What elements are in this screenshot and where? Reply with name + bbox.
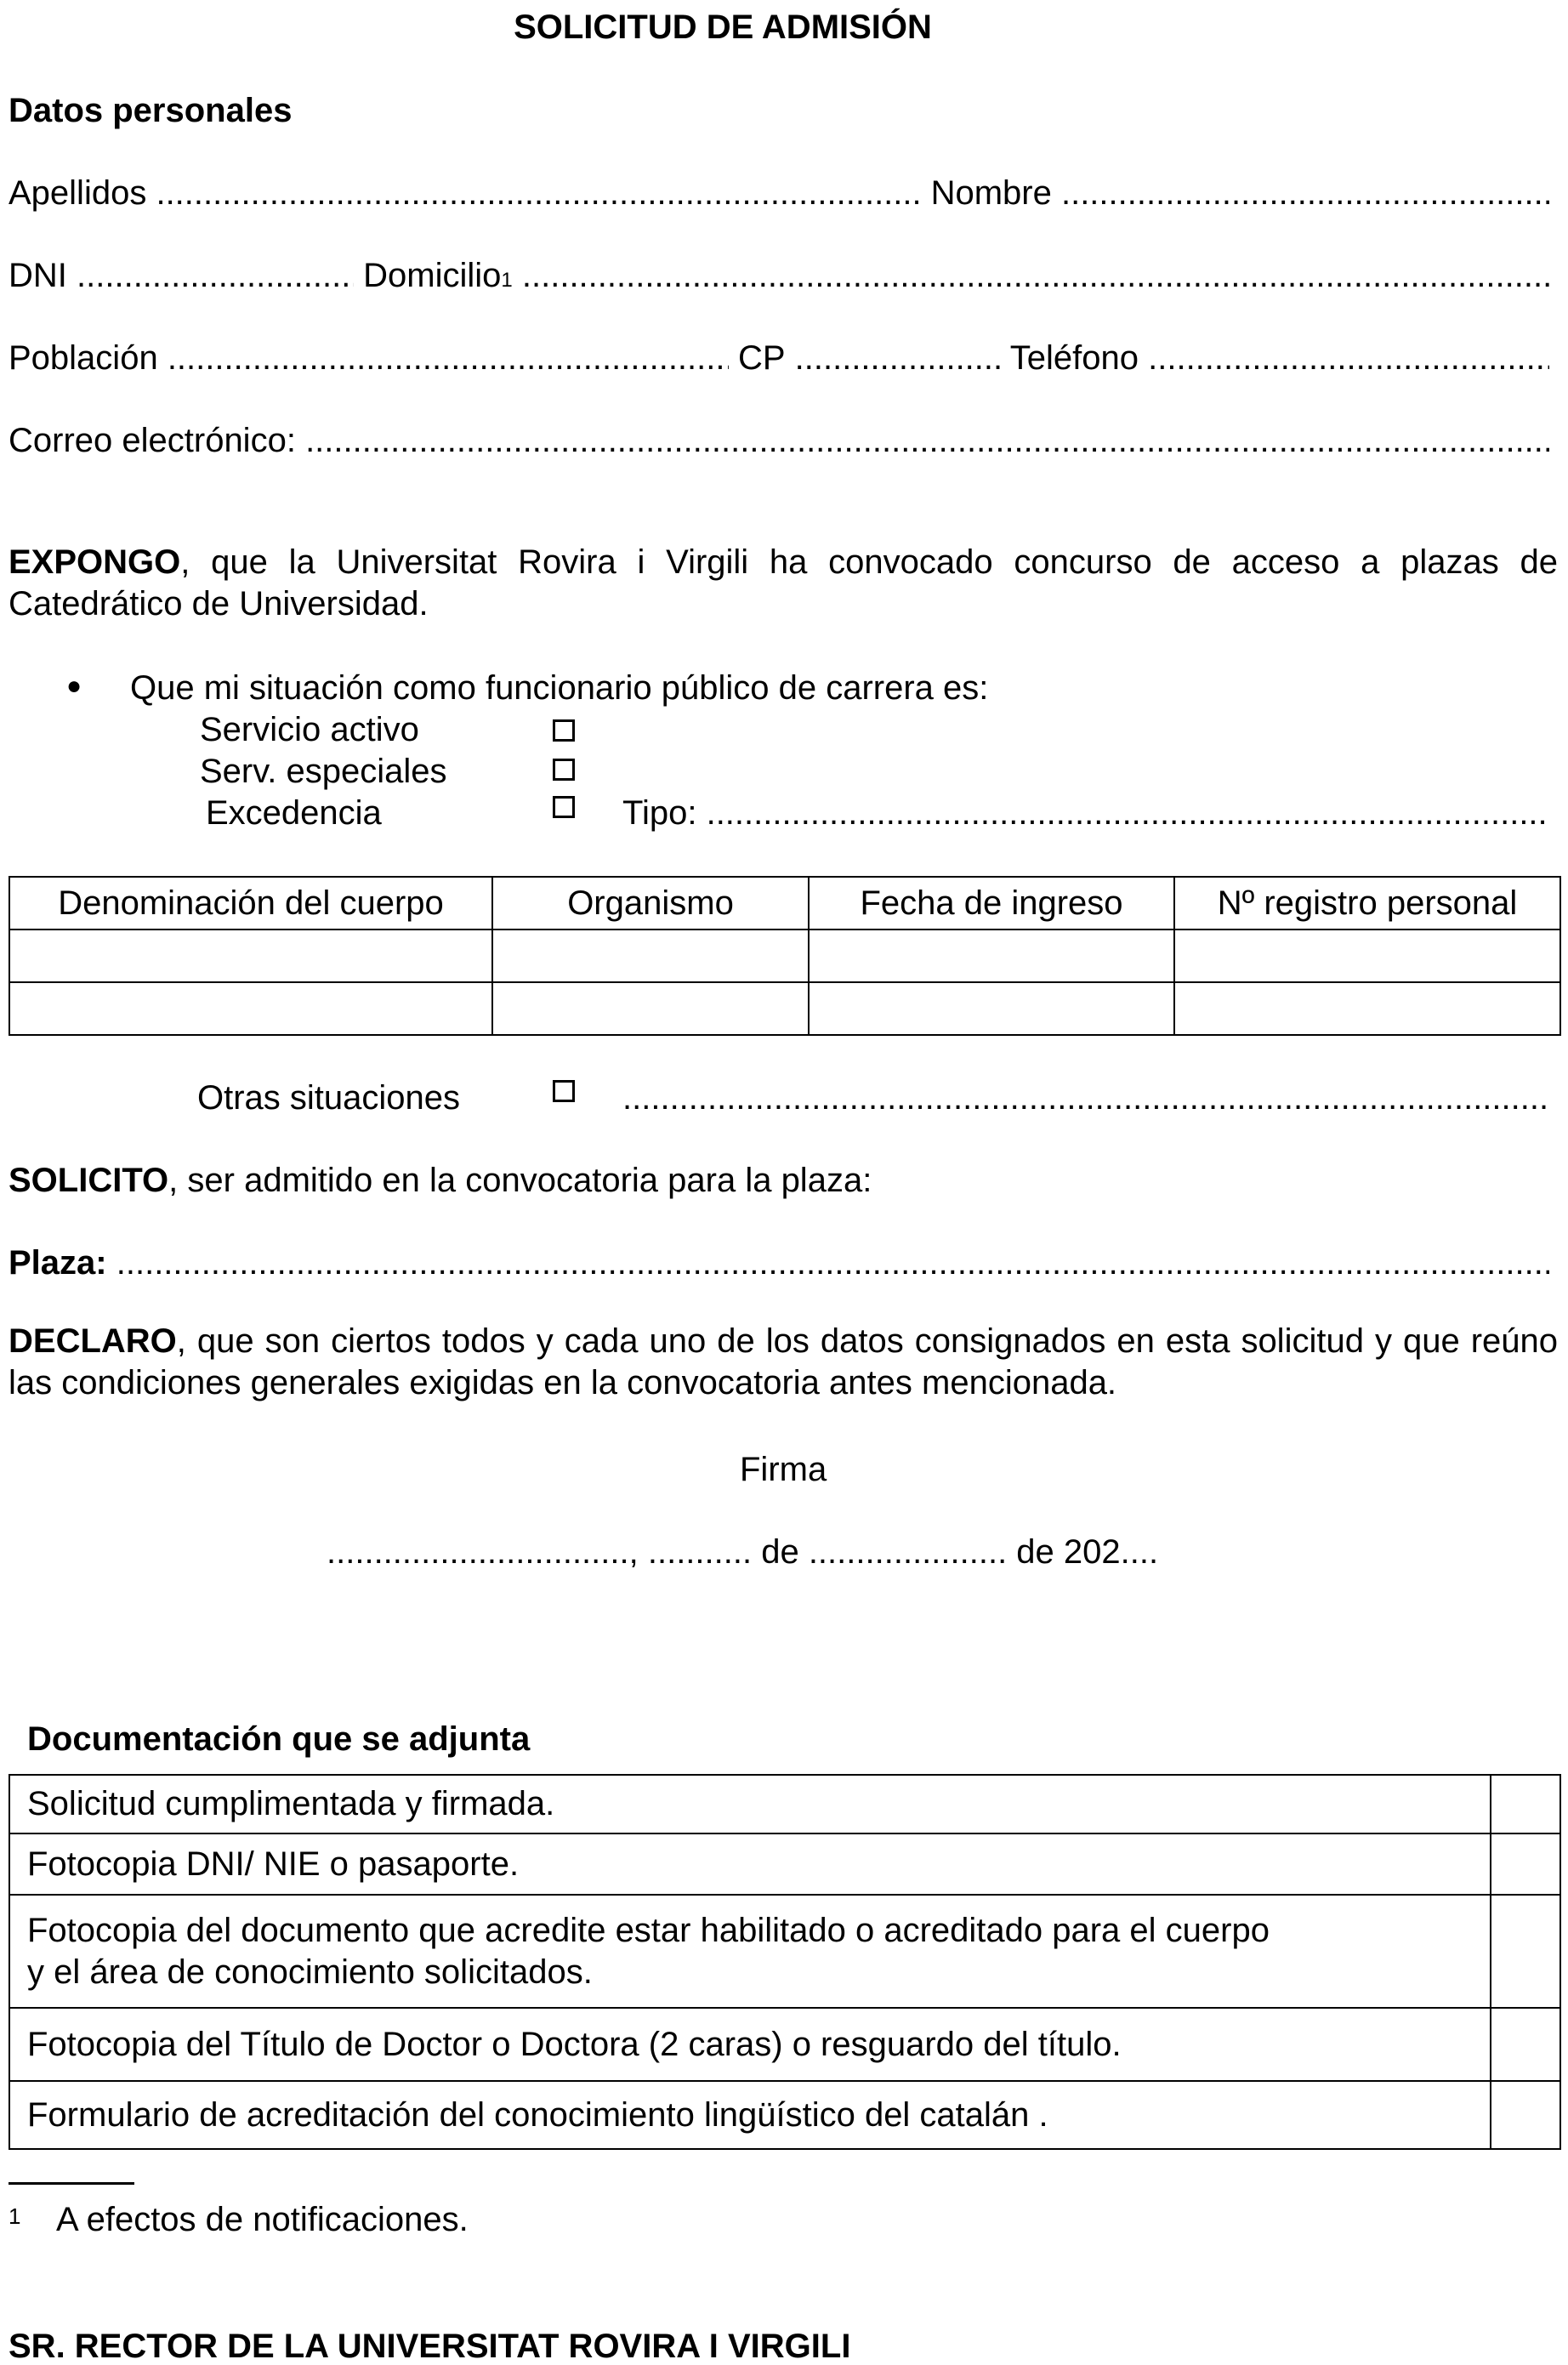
table-row [9,930,1560,982]
addressee: SR. RECTOR DE LA UNIVERSITAT ROVIRA I VIRGILI [9,2328,851,2365]
documentation-row [9,2008,1560,2081]
footnote-ref: 1 [501,269,513,292]
tipo-field[interactable] [707,796,1549,830]
apellidos-nombre-row [9,176,1549,210]
dni-field[interactable] [77,259,354,293]
table-cell[interactable] [1174,930,1560,982]
apellidos-label: Apellidos [9,174,147,212]
documentation-item-checkbox[interactable] [1491,1833,1560,1895]
page-title: SOLICITUD DE ADMISIÓN [514,9,932,46]
table-cell[interactable] [9,982,492,1035]
documentation-row [9,1833,1560,1895]
nombre-label: Nombre [930,174,1052,212]
bullet-icon: ● [66,672,82,700]
option-serv-especiales-label: Serv. especiales [200,753,447,790]
table-cell[interactable] [9,930,492,982]
documentation-row [9,2081,1560,2149]
table-cell[interactable] [1174,982,1560,1035]
footnote-separator [9,2182,134,2185]
table-cell[interactable] [809,930,1174,982]
documentation-heading: Documentación que se adjunta [27,1720,531,1758]
poblacion-label: Población [9,339,158,377]
documentation-row [9,1895,1560,2008]
domicilio-field[interactable] [522,259,1549,293]
plaza-label: Plaza: [9,1244,107,1282]
documentation-item-label: Solicitud cumplimentada y firmada. [9,1775,1491,1833]
documentation-item-checkbox[interactable] [1491,1895,1560,2008]
telefono-label: Teléfono [1009,339,1139,377]
otras-situaciones-row [622,1081,1549,1115]
declaro-text: , que son ciertos todos y cada uno de los datos consignados en esta solicitud y que reúno las condiciones generales exigidas en la convocatoria antes mencionada. [9,1322,1558,1401]
nombre-field[interactable] [1061,176,1549,210]
plaza-field[interactable] [116,1246,1549,1280]
otras-situaciones-field[interactable] [622,1081,1549,1115]
option-serv-especiales-checkbox[interactable] [553,759,575,781]
apellidos-field[interactable] [156,176,921,210]
cuerpo-table [9,876,1561,1036]
option-servicio-activo-checkbox[interactable] [553,719,575,742]
expongo-keyword: EXPONGO [9,543,181,581]
solicito-keyword: SOLICITO [9,1162,169,1199]
option-excedencia-label: Excedencia [206,794,382,832]
tipo-row [622,796,1549,830]
table-cell[interactable] [492,982,809,1035]
table-row [9,982,1560,1035]
correo-row [9,424,1549,458]
poblacion-field[interactable] [168,341,729,375]
expongo-paragraph [9,542,1558,625]
date-place-line[interactable]: ................................, ........... de ..................... de 202.... [327,1533,1159,1571]
tipo-label: Tipo: [622,794,697,832]
header-fecha-ingreso: Fecha de ingreso [809,877,1174,930]
documentation-item-label: Fotocopia del documento que acredite estar habilitado o acreditado para el cuerpo y el área de conocimiento solicitados. [9,1895,1491,2008]
header-denominacion: Denominación del cuerpo [9,877,492,930]
poblacion-cp-telefono-row [9,341,1549,375]
personal-data-heading: Datos personales [9,92,293,129]
situacion-intro: Que mi situación como funcionario público de carrera es: [130,669,989,707]
dni-label: DNI [9,257,67,294]
header-registro-personal: Nº registro personal [1174,877,1560,930]
documentation-item-label: Formulario de acreditación del conocimiento lingüístico del catalán . [9,2081,1491,2149]
correo-label: Correo electrónico: [9,422,296,459]
firma-label: Firma [740,1451,827,1488]
documentation-item-checkbox[interactable] [1491,2081,1560,2149]
documentation-table [9,1774,1561,2150]
solicito-text: , ser admitido en la convocatoria para la plaza: [168,1162,872,1199]
documentation-item-checkbox[interactable] [1491,2008,1560,2081]
documentation-item-checkbox[interactable] [1491,1775,1560,1833]
declaro-keyword: DECLARO [9,1322,177,1360]
dni-domicilio-row [9,259,1549,293]
otras-situaciones-checkbox[interactable] [553,1080,575,1102]
domicilio-label: Domicilio [363,257,502,294]
table-header-row [9,877,1560,930]
table-cell[interactable] [809,982,1174,1035]
correo-field[interactable] [305,424,1549,458]
documentation-item-label: Fotocopia del Título de Doctor o Doctora (2 caras) o resguardo del título. [9,2008,1491,2081]
header-organismo: Organismo [492,877,809,930]
cp-field[interactable] [795,341,1001,375]
option-servicio-activo-label: Servicio activo [200,711,419,748]
solicito-paragraph [9,1163,872,1197]
documentation-row [9,1775,1560,1833]
table-cell[interactable] [492,930,809,982]
expongo-text: , que la Universitat Rovira i Virgili ha convocado concurso de acceso a plazas de Catedrático de Universidad. [9,543,1558,623]
telefono-field[interactable] [1148,341,1549,375]
declaro-paragraph [9,1321,1558,1404]
plaza-row [9,1246,1549,1280]
footnote-text: A efectos de notificaciones. [56,2201,469,2238]
otras-situaciones-label: Otras situaciones [197,1079,461,1117]
documentation-item-label: Fotocopia DNI/ NIE o pasaporte. [9,1833,1491,1895]
cp-label: CP [737,339,786,377]
footnote-number: 1 [9,2203,21,2229]
option-excedencia-checkbox[interactable] [553,796,575,818]
